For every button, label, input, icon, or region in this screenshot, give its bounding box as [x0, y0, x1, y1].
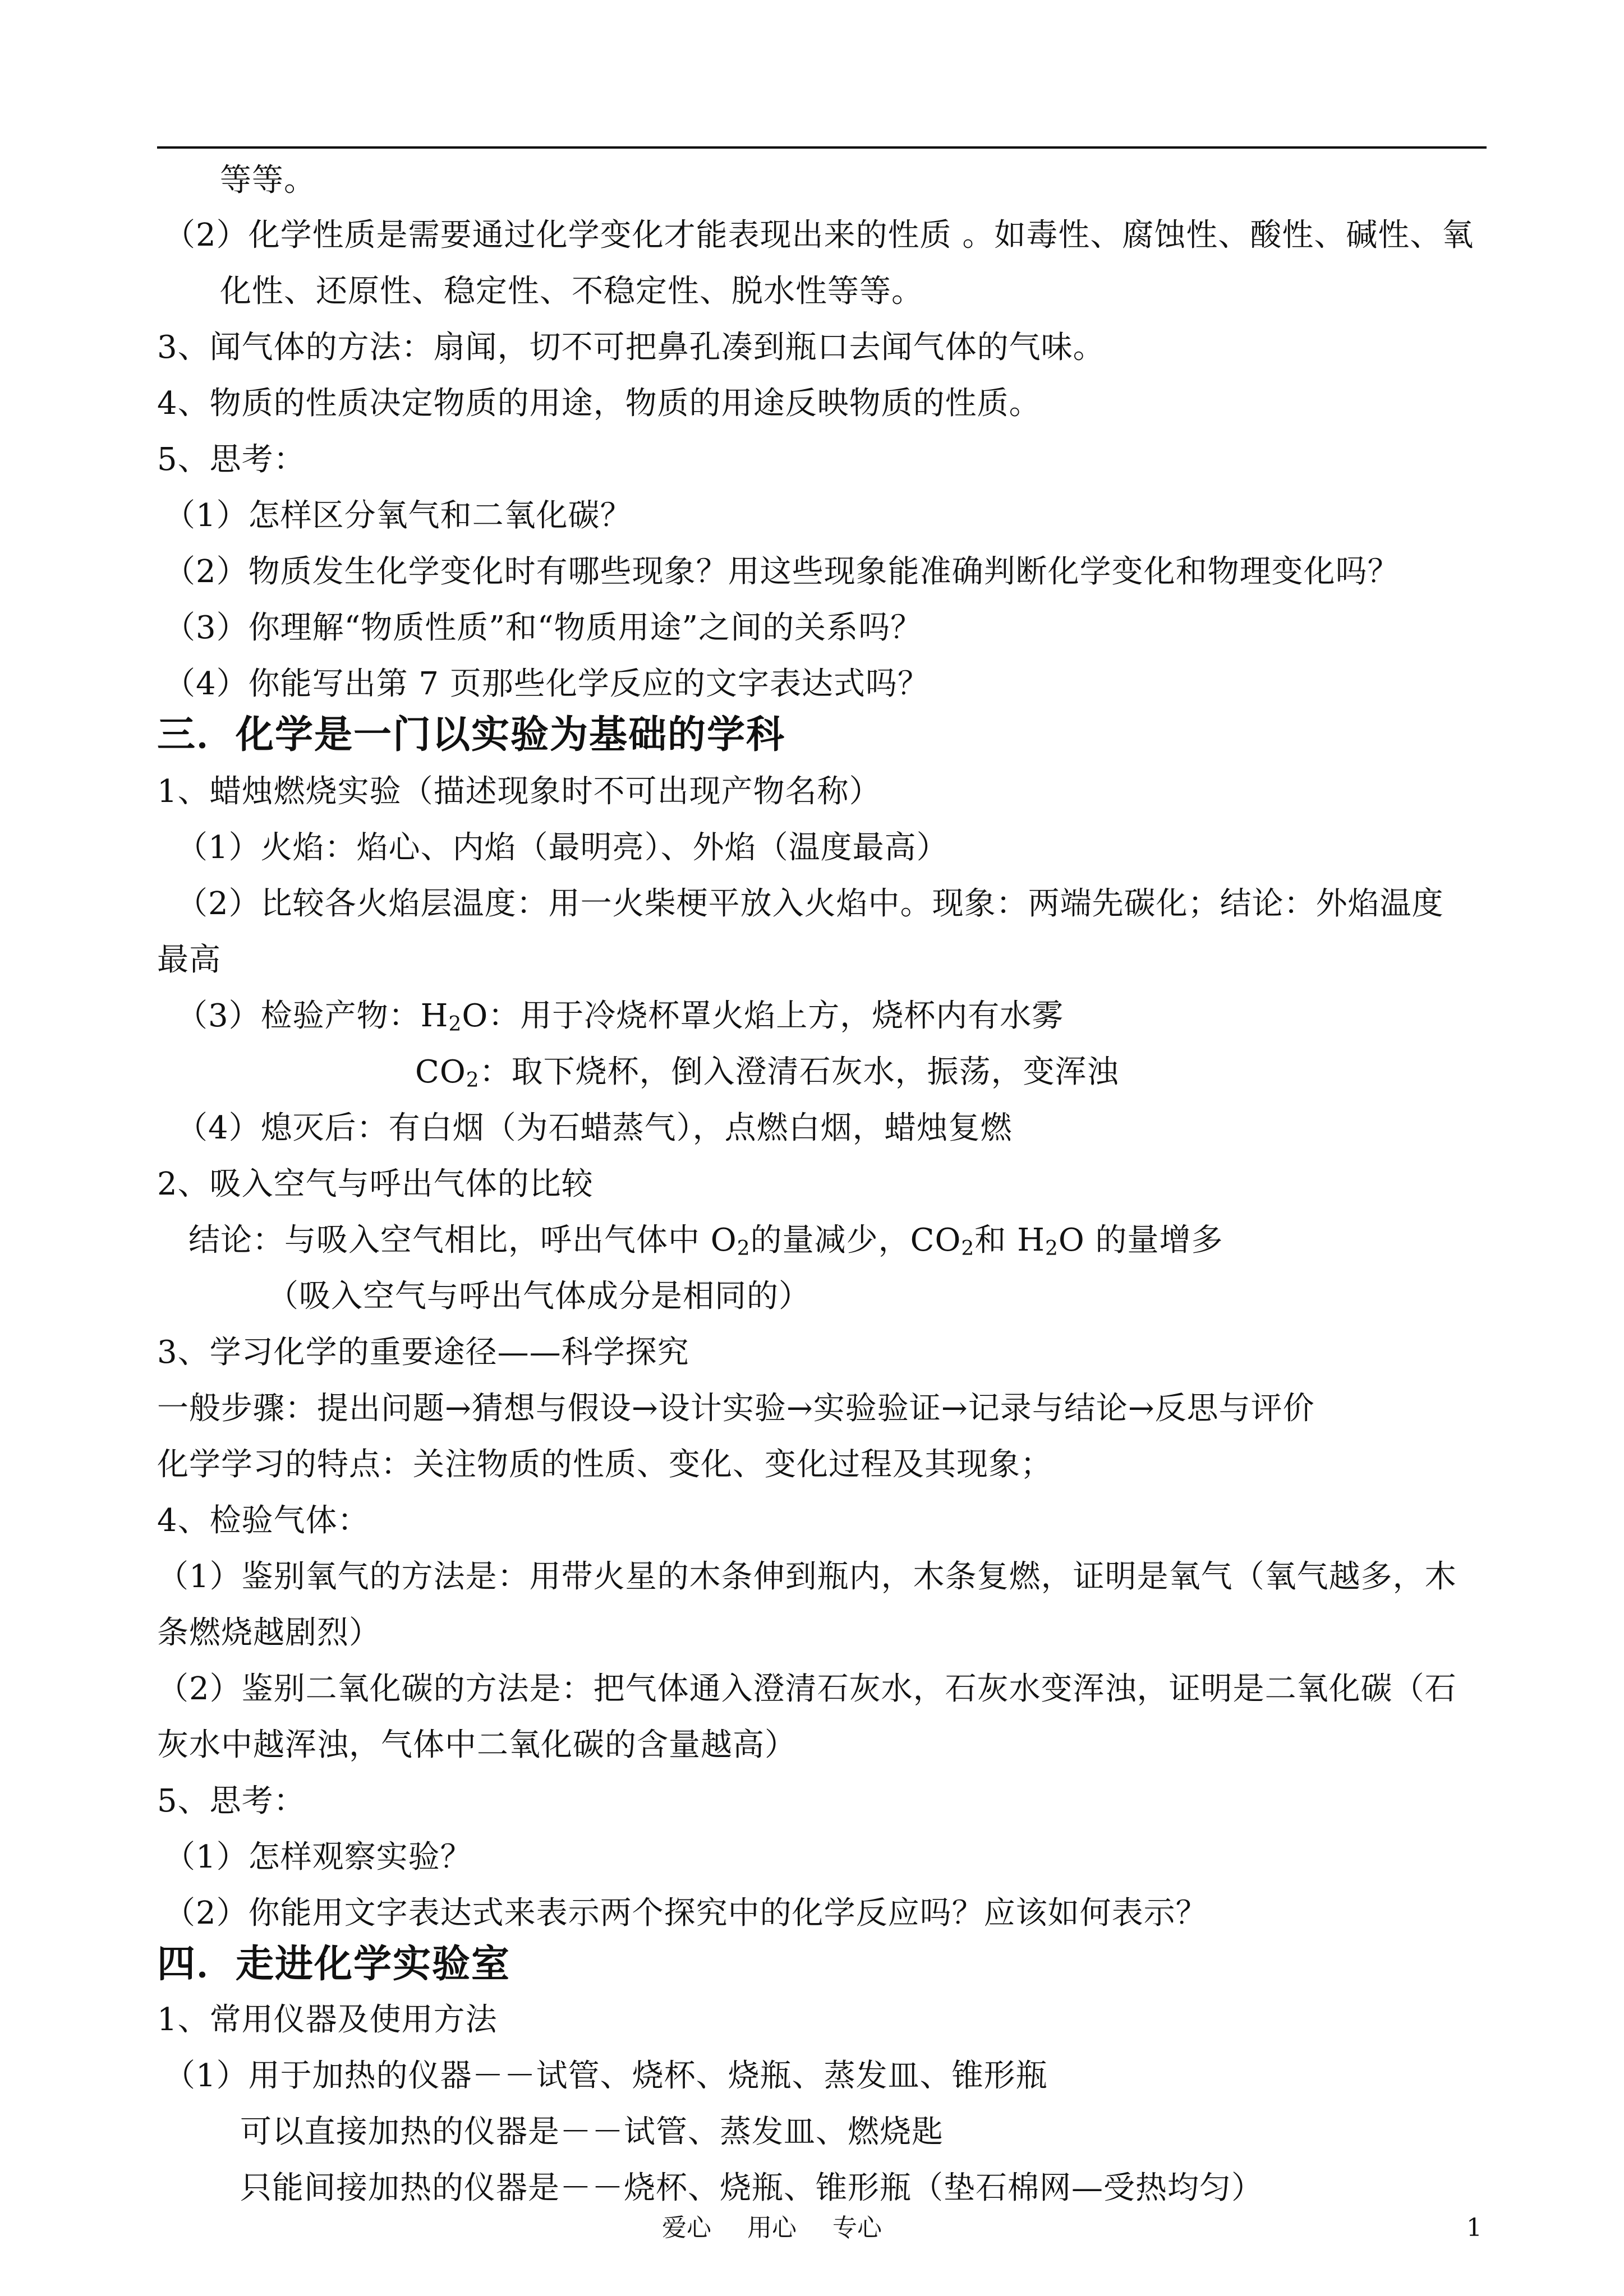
text-line: （1）用于加热的仪器－－试管、烧杯、烧瓶、蒸发皿、锥形瓶: [164, 2058, 1048, 2094]
footer-word: 爱心: [662, 2214, 711, 2242]
text-line: 等等。: [220, 162, 316, 199]
text-line: [176, 998, 1064, 1034]
text-line: （1）火焰：焰心、内焰（最明亮）、外焰（温度最高）: [176, 829, 949, 866]
header-rule: [157, 146, 1487, 149]
text-line: 化学学习的特点：关注物质的性质、变化、变化过程及其现象；: [157, 1446, 1052, 1483]
text-line: 5、思考：: [157, 441, 306, 478]
text-line: （吸入空气与呼出气体成分是相同的）: [267, 1278, 811, 1315]
subscript: 2: [1045, 1237, 1059, 1260]
page-footer: [662, 2214, 918, 2242]
text-line: [415, 1054, 1119, 1090]
text-line: 1、常用仪器及使用方法: [157, 2002, 498, 2038]
subscript: 2: [737, 1237, 751, 1260]
text-line: 5、思考：: [157, 1783, 306, 1819]
text-line: 最高: [157, 942, 221, 978]
text-line: （2）物质发生化学变化时有哪些现象？用这些现象能准确判断化学变化和物理变化吗？: [164, 554, 1400, 590]
text-part: ：取下烧杯，倒入澄清石灰水，振荡，变浑浊: [479, 1054, 1119, 1090]
text-part: 和 H: [974, 1222, 1045, 1258]
text-line: 灰水中越浑浊，气体中二氧化碳的含量越高）: [157, 1727, 797, 1763]
text-line: （3）你理解“物质性质”和“物质用途”之间的关系吗？: [164, 610, 923, 646]
subscript: 2: [961, 1237, 975, 1260]
text-line: 可以直接加热的仪器是－－试管、蒸发皿、燃烧匙: [240, 2114, 944, 2150]
text-line: 1、蜡烛燃烧实验（描述现象时不可出现产物名称）: [157, 773, 881, 810]
text-line: （1）怎样观察实验？: [164, 1839, 472, 1875]
section-heading: 四．走进化学实验室: [157, 1942, 511, 1986]
page-number: 1: [1466, 2214, 1482, 2242]
text-line: （2）比较各火焰层温度：用一火柴梗平放入火焰中。现象：两端先碳化；结论：外焰温度: [176, 886, 1444, 922]
text-line: 只能间接加热的仪器是－－烧杯、烧瓶、锥形瓶（垫石棉网—受热均匀）: [240, 2170, 1263, 2206]
text-line: 一般步骤：提出问题→猜想与假设→设计实验→实验验证→记录与结论→反思与评价: [157, 1390, 1315, 1427]
text-line: 4、物质的性质决定物质的用途，物质的用途反映物质的性质。: [157, 385, 1041, 422]
text-line: 4、检验气体：: [157, 1502, 370, 1539]
footer-word: 专心: [832, 2214, 882, 2242]
text-line: （1）鉴别氧气的方法是：用带火星的木条伸到瓶内，木条复燃，证明是氧气（氧气越多，木: [157, 1559, 1457, 1595]
text-line: （2）你能用文字表达式来表示两个探究中的化学反应吗？应该如何表示？: [164, 1895, 1208, 1931]
text-part: 结论：与吸入空气相比，呼出气体中 O: [188, 1222, 737, 1258]
text-line: （4）你能写出第 7 页那些化学反应的文字表达式吗？: [164, 666, 930, 702]
text-line: （1）怎样区分氧气和二氧化碳？: [164, 497, 632, 534]
subscript: 2: [448, 1013, 462, 1036]
text-line: 条燃烧越剧烈）: [157, 1615, 381, 1651]
text-line: 3、学习化学的重要途径——科学探究: [157, 1334, 689, 1371]
text-line: 2、吸入空气与呼出气体的比较: [157, 1166, 594, 1202]
footer-word: 用心: [747, 2214, 797, 2242]
text-line: 3、闻气体的方法：扇闻，切不可把鼻孔凑到瓶口去闻气体的气味。: [157, 329, 1105, 366]
text-part: O：用于冷烧杯罩火焰上方，烧杯内有水雾: [462, 998, 1064, 1034]
text-line: [188, 1223, 1223, 1258]
text-line: （2）化学性质是需要通过化学变化才能表现出来的性质 。如毒性、腐蚀性、酸性、碱性、氧: [164, 217, 1474, 253]
text-part: CO: [415, 1054, 466, 1090]
section-heading: 三．化学是一门以实验为基础的学科: [157, 713, 786, 757]
subscript: 2: [466, 1069, 480, 1092]
text-part: 的量减少，CO: [750, 1222, 961, 1258]
text-part: O 的量增多: [1058, 1222, 1223, 1258]
text-line: （2）鉴别二氧化碳的方法是：把气体通入澄清石灰水，石灰水变浑浊，证明是二氧化碳（石: [157, 1671, 1457, 1707]
text-line: （4）熄灭后：有白烟（为石蜡蒸气），点燃白烟，蜡烛复燃: [176, 1110, 1013, 1146]
text-part: （3）检验产物：H: [176, 998, 449, 1034]
text-line: 化性、还原性、稳定性、不稳定性、脱水性等等。: [220, 273, 923, 310]
